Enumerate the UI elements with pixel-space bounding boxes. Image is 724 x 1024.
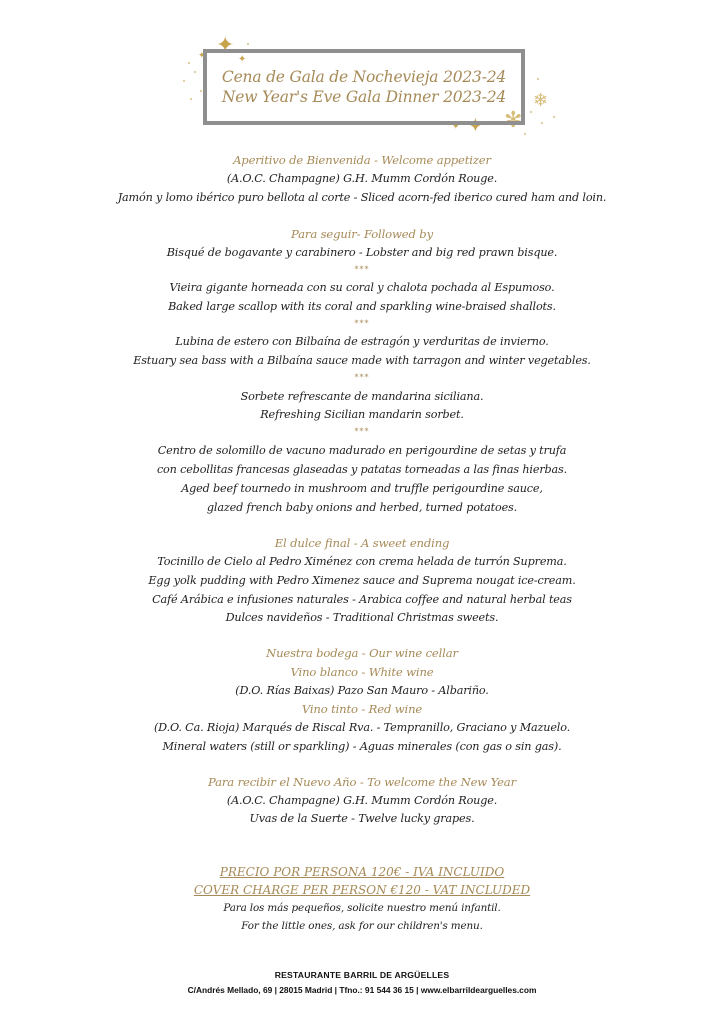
sparkle-dot bbox=[200, 90, 202, 92]
sparkle-dot bbox=[247, 43, 249, 45]
sparkle-dot bbox=[537, 78, 539, 80]
section-heading-seguir: Para seguir- Followed by bbox=[291, 227, 433, 241]
separator: *** bbox=[354, 265, 370, 274]
sparkle-dot bbox=[188, 62, 190, 64]
kids-note-es: Para los más pequeños, solicite nuestro menú infantil. bbox=[223, 902, 501, 914]
separator: *** bbox=[354, 373, 370, 382]
star-icon: ✦ bbox=[238, 54, 247, 65]
menu-line: Jamón y lomo ibérico puro bellota al corte - Sliced acorn-fed iberico cured ham and loin. bbox=[117, 191, 607, 204]
title-frame bbox=[203, 49, 525, 125]
menu-line: Café Arábica e infusiones naturales - Arabica coffee and natural herbal teas bbox=[152, 593, 572, 606]
sparkle-dot bbox=[524, 133, 526, 135]
sparkle-dot bbox=[530, 111, 532, 113]
page-title-es: Cena de Gala de Nochevieja 2023-24 bbox=[221, 68, 507, 86]
menu-line: Lubina de estero con Bilbaína de estragón y verduritas de invierno. bbox=[175, 335, 549, 348]
menu-line: (A.O.C. Champagne) G.H. Mumm Cordón Rouge. bbox=[226, 172, 498, 185]
menu-line: Centro de solomillo de vacuno madurado en perigourdine de setas y trufa bbox=[157, 444, 567, 457]
sparkle-dot bbox=[194, 71, 196, 73]
sparkle-dot bbox=[553, 116, 555, 118]
menu-line: Egg yolk pudding with Pedro Ximenez sauce and Suprema nougat ice-cream. bbox=[148, 574, 576, 587]
section-heading-nuevo: Para recibir el Nuevo Año - To welcome the New Year bbox=[208, 775, 516, 789]
snowflake-icon: ❄ bbox=[533, 90, 549, 111]
menu-line: (D.O. Ca. Rioja) Marqués de Riscal Rva. - Tempranillo, Graciano y Mazuelo. bbox=[153, 721, 571, 734]
menu-line: Baked large scallop with its coral and sparkling wine-braised shallots. bbox=[168, 300, 556, 313]
separator: *** bbox=[354, 319, 370, 328]
menu-line: (D.O. Rías Baixas) Pazo San Mauro - Albariño. bbox=[235, 684, 489, 697]
menu-line: Vieira gigante horneada con su coral y chalota pochada al Espumoso. bbox=[169, 281, 555, 294]
menu-line: con cebollitas francesas glaseadas y patatas torneadas a las finas hierbas. bbox=[156, 463, 568, 476]
menu-line: Estuary sea bass with a Bilbaína sauce made with tarragon and winter vegetables. bbox=[133, 354, 591, 367]
star-icon: ✦ bbox=[216, 33, 235, 58]
price-es: PRECIO POR PERSONA 120€ - IVA INCLUIDO bbox=[219, 865, 505, 879]
section-heading-dulce: El dulce final - A sweet ending bbox=[274, 536, 450, 550]
separator: *** bbox=[354, 427, 370, 436]
menu-line: Tocinillo de Cielo al Pedro Ximénez con crema helada de turrón Suprema. bbox=[157, 555, 567, 568]
menu-line: Aged beef tournedo in mushroom and truffle perigourdine sauce, bbox=[181, 482, 543, 495]
restaurant-name: RESTAURANTE BARRIL DE ARGÜELLES bbox=[274, 970, 450, 980]
subheading-red-wine: Vino tinto - Red wine bbox=[301, 702, 423, 716]
restaurant-address: C/Andrés Mellado, 69 | 28015 Madrid | Tfno.: 91 544 36 15 | www.elbarrildearguelles.com bbox=[187, 985, 537, 995]
subheading-white-wine: Vino blanco - White wine bbox=[290, 665, 434, 679]
page-title-en: New Year's Eve Gala Dinner 2023-24 bbox=[221, 88, 507, 106]
menu-line: Bisqué de bogavante y carabinero - Lobster and big red prawn bisque. bbox=[166, 246, 558, 259]
menu-line: Dulces navideños - Traditional Christmas sweets. bbox=[225, 611, 499, 624]
section-heading-bodega: Nuestra bodega - Our wine cellar bbox=[266, 646, 458, 660]
sparkle-dot bbox=[541, 122, 543, 124]
kids-note-en: For the little ones, ask for our children's menu. bbox=[241, 920, 483, 932]
menu-line: Mineral waters (still or sparkling) - Aguas minerales (con gas o sin gas). bbox=[162, 740, 562, 753]
sparkle-dot bbox=[190, 98, 192, 100]
snowflake-icon: ✻ bbox=[504, 108, 523, 133]
menu-line: Uvas de la Suerte - Twelve lucky grapes. bbox=[249, 812, 475, 825]
section-heading-aperitivo: Aperitivo de Bienvenida - Welcome appetizer bbox=[233, 153, 491, 167]
sparkle-dot bbox=[183, 80, 185, 82]
menu-line: Sorbete refrescante de mandarina siciliana. bbox=[240, 390, 484, 403]
star-icon: ✦ bbox=[452, 122, 460, 132]
menu-line: Refreshing Sicilian mandarin sorbet. bbox=[260, 408, 464, 421]
star-icon: ✦ bbox=[198, 51, 206, 61]
price-en: COVER CHARGE PER PERSON €120 - VAT INCLUDED bbox=[193, 883, 531, 897]
star-icon: ✦ bbox=[467, 113, 484, 137]
menu-line: (A.O.C. Champagne) G.H. Mumm Cordón Rouge. bbox=[226, 794, 498, 807]
menu-line: glazed french baby onions and herbed, turned potatoes. bbox=[206, 501, 518, 514]
